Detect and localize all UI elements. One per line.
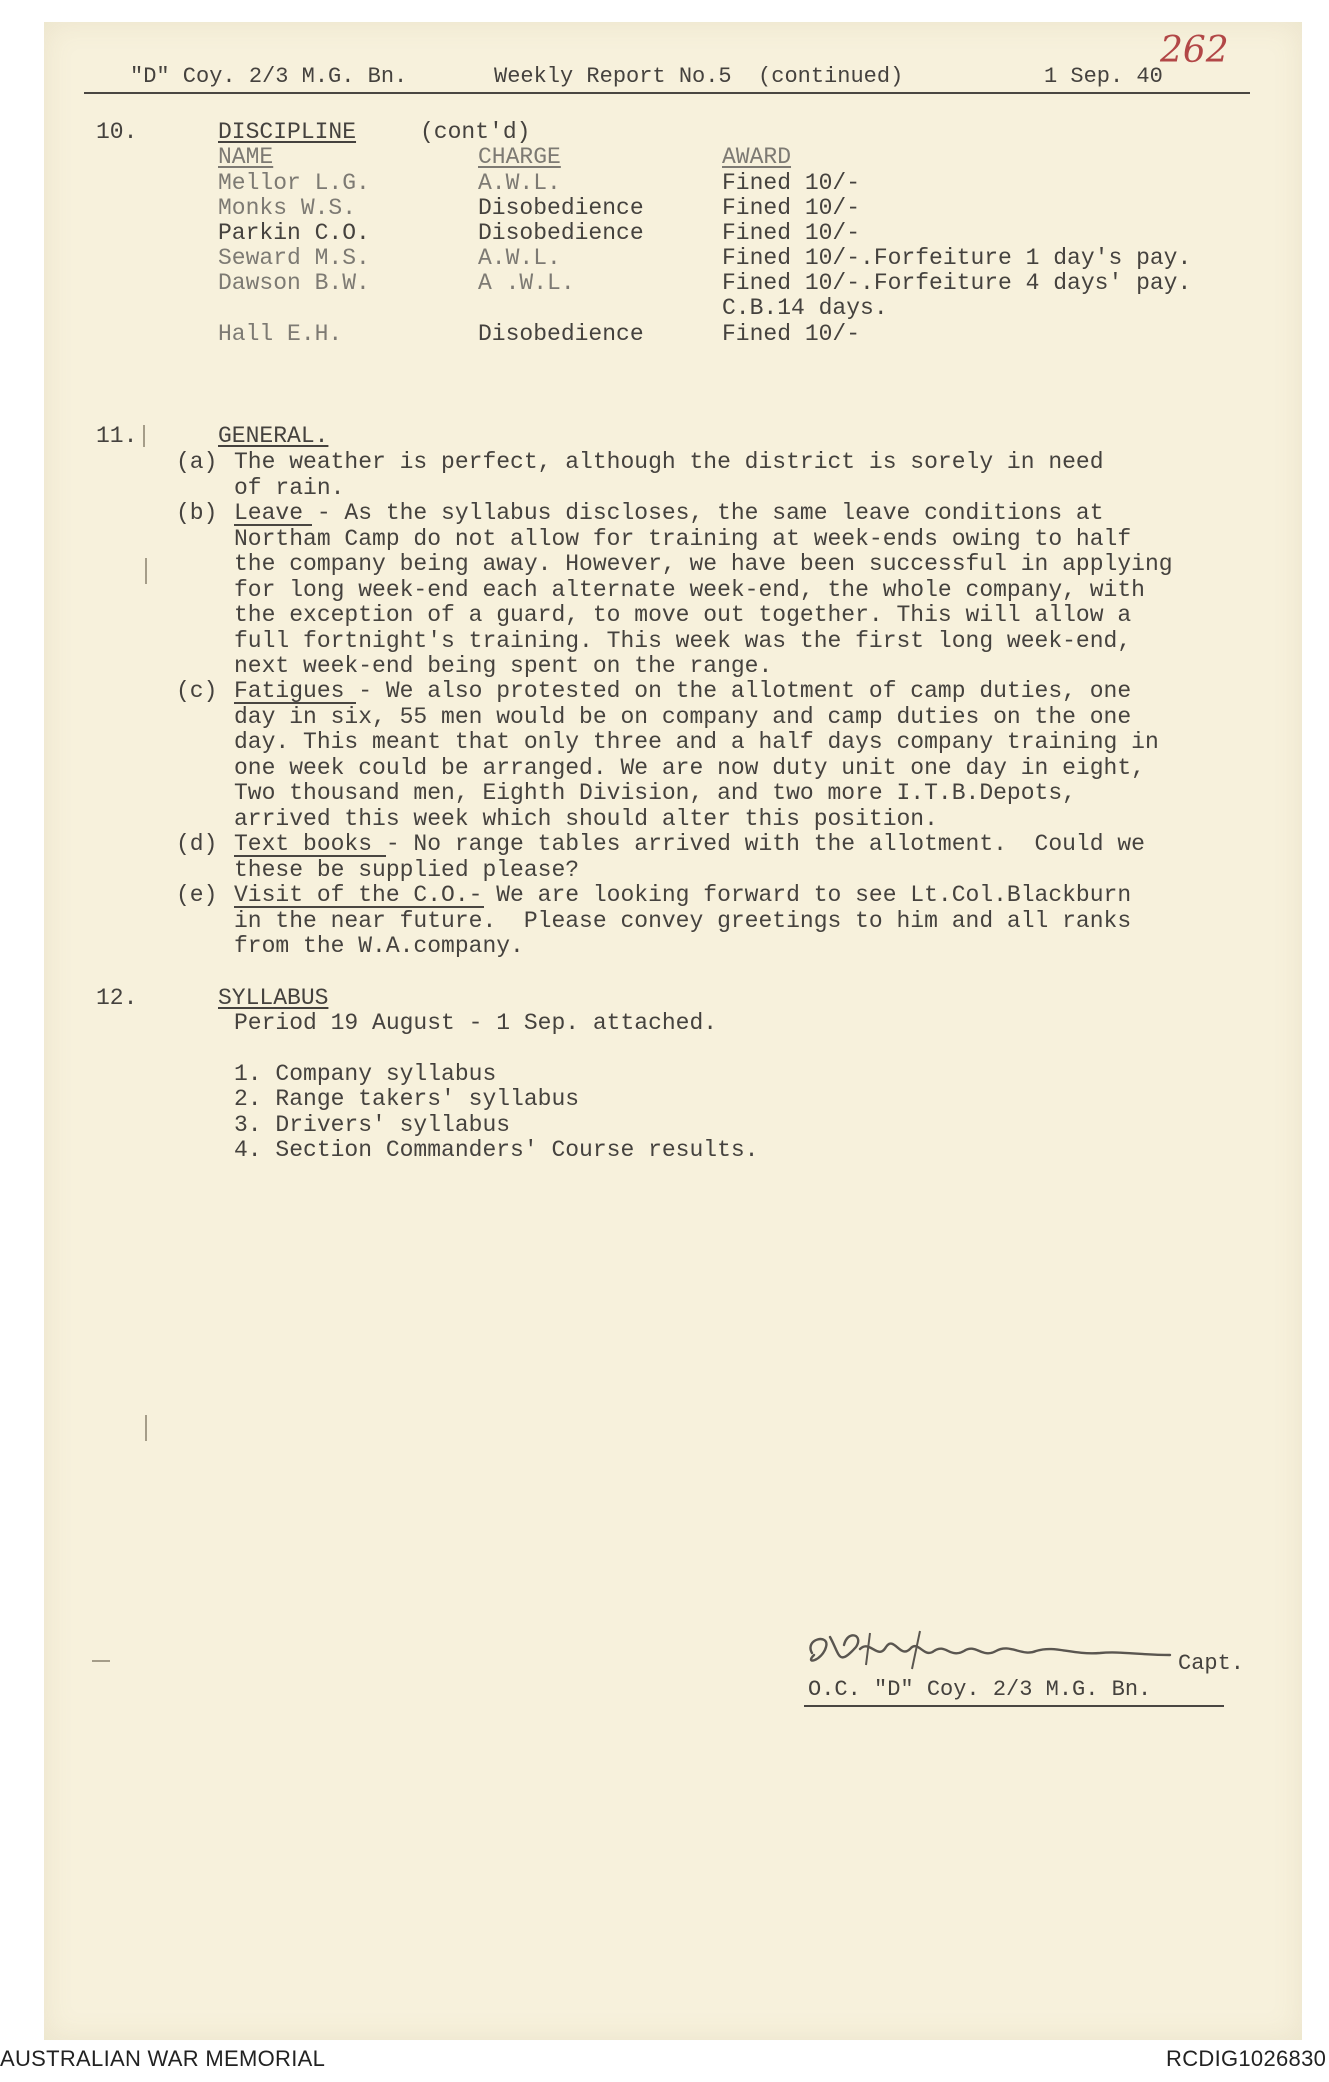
item-line: The weather is perfect, although the district is sorely in need — [234, 449, 1104, 475]
discipline-name: Seward M.S. — [218, 245, 370, 271]
discipline-charge: A.W.L. — [478, 245, 561, 271]
item-label: (d) — [176, 831, 218, 857]
discipline-name: Mellor L.G. — [218, 170, 370, 196]
discipline-name: Dawson B.W. — [218, 270, 370, 296]
section-12-number: 12. — [96, 985, 138, 1011]
item-line: for long week-end each alternate week-end, the whole company, with — [234, 577, 1145, 603]
item-line: Northam Camp do not allow for training at week-ends owing to half — [234, 526, 1132, 552]
header-unit: "D" Coy. 2/3 M.G. Bn. — [130, 64, 408, 89]
signature-block — [800, 1625, 1260, 1705]
item-line: Leave - As the syllabus discloses, the same leave conditions at — [234, 500, 1104, 526]
item-line: one week could be arranged. We are now duty unit one day in eight, — [234, 755, 1145, 781]
syllabus-item: 2. Range takers' syllabus — [234, 1086, 580, 1112]
item-line: of rain. — [234, 475, 345, 501]
header-date: 1 Sep. 40 — [1044, 64, 1163, 89]
discipline-charge: Disobedience — [478, 321, 644, 347]
title-underline — [234, 524, 312, 526]
item-line: these be supplied please? — [234, 857, 580, 883]
handwritten-signature — [800, 1625, 1180, 1685]
section-11-number: 11. — [96, 423, 138, 449]
col-award-header: AWARD — [722, 144, 792, 170]
section-11-heading: GENERAL. — [218, 423, 329, 449]
item-label: (b) — [176, 500, 218, 526]
item-line: in the near future. Please convey greetings to him and all ranks — [234, 908, 1132, 934]
item-line: day. This meant that only three and a half days company training in — [234, 729, 1159, 755]
item-line: next week-end being spent on the range. — [234, 653, 773, 679]
syllabus-item: 3. Drivers' syllabus — [234, 1112, 511, 1138]
signature-underline — [804, 1705, 1224, 1707]
section-10-number: 10. — [96, 119, 138, 145]
discipline-award: Fined 10/- — [722, 170, 861, 196]
margin-mark — [92, 1660, 110, 1662]
item-line: day in six, 55 men would be on company and camp duties on the one — [234, 704, 1132, 730]
item-line: from the W.A.company. — [234, 933, 524, 959]
title-underline — [234, 702, 356, 704]
discipline-award: Fined 10/- — [722, 220, 861, 246]
discipline-award-continued: C.B.14 days. — [722, 295, 888, 321]
report-header — [84, 64, 1250, 94]
item-label: (a) — [176, 449, 218, 475]
syllabus-item: 4. Section Commanders' Course results. — [234, 1137, 759, 1163]
header-title: Weekly Report No.5 (continued) — [494, 64, 904, 89]
signature-role: O.C. "D" Coy. 2/3 M.G. Bn. — [808, 1677, 1152, 1702]
discipline-award: Fined 10/- — [722, 321, 861, 347]
margin-mark — [143, 425, 145, 447]
item-label: (e) — [176, 882, 218, 908]
page-number: 262 — [1160, 30, 1229, 71]
footer-id: RCDIG1026830 — [1166, 2046, 1327, 2071]
margin-mark — [145, 558, 147, 584]
item-line: Text books - No range tables arrived with the allotment. Could we — [234, 831, 1145, 857]
item-line: Fatigues - We also protested on the allotment of camp duties, one — [234, 678, 1132, 704]
item-line: Visit of the C.O.- We are looking forward to see Lt.Col.Blackburn — [234, 882, 1132, 908]
item-line: Two thousand men, Eighth Division, and two more I.T.B.Depots, — [234, 780, 1076, 806]
item-line: the company being away. However, we have been successful in applying — [234, 551, 1173, 577]
item-label: (c) — [176, 678, 218, 704]
signature-rank: Capt. — [1178, 1651, 1245, 1676]
margin-mark — [145, 1415, 147, 1441]
item-line: arrived this week which should alter this position. — [234, 806, 938, 832]
discipline-charge: Disobedience — [478, 195, 644, 221]
section-10-heading: DISCIPLINE — [218, 119, 357, 145]
syllabus-item: 1. Company syllabus — [234, 1061, 497, 1087]
section-10-subheading: (cont'd) — [420, 119, 531, 145]
discipline-charge: Disobedience — [478, 220, 644, 246]
discipline-award: Fined 10/- — [722, 195, 861, 221]
discipline-charge: A .W.L. — [478, 270, 575, 296]
footer-source: AUSTRALIAN WAR MEMORIAL — [0, 2046, 326, 2071]
col-charge-header: CHARGE — [478, 144, 561, 170]
item-line: full fortnight's training. This week was the first long week-end, — [234, 628, 1132, 654]
discipline-award: Fined 10/-.Forfeiture 4 days' pay. — [722, 270, 1192, 296]
item-line: the exception of a guard, to move out together. This will allow a — [234, 602, 1132, 628]
section-12-heading: SYLLABUS — [218, 985, 329, 1011]
col-name-header: NAME — [218, 144, 274, 170]
discipline-award: Fined 10/-.Forfeiture 1 day's pay. — [722, 245, 1192, 271]
discipline-name: Monks W.S. — [218, 195, 357, 221]
title-underline — [234, 855, 386, 857]
discipline-name: Hall E.H. — [218, 321, 343, 347]
title-underline — [234, 906, 484, 908]
discipline-name: Parkin C.O. — [218, 220, 370, 246]
discipline-charge: A.W.L. — [478, 170, 561, 196]
syllabus-intro: Period 19 August - 1 Sep. attached. — [234, 1010, 718, 1036]
